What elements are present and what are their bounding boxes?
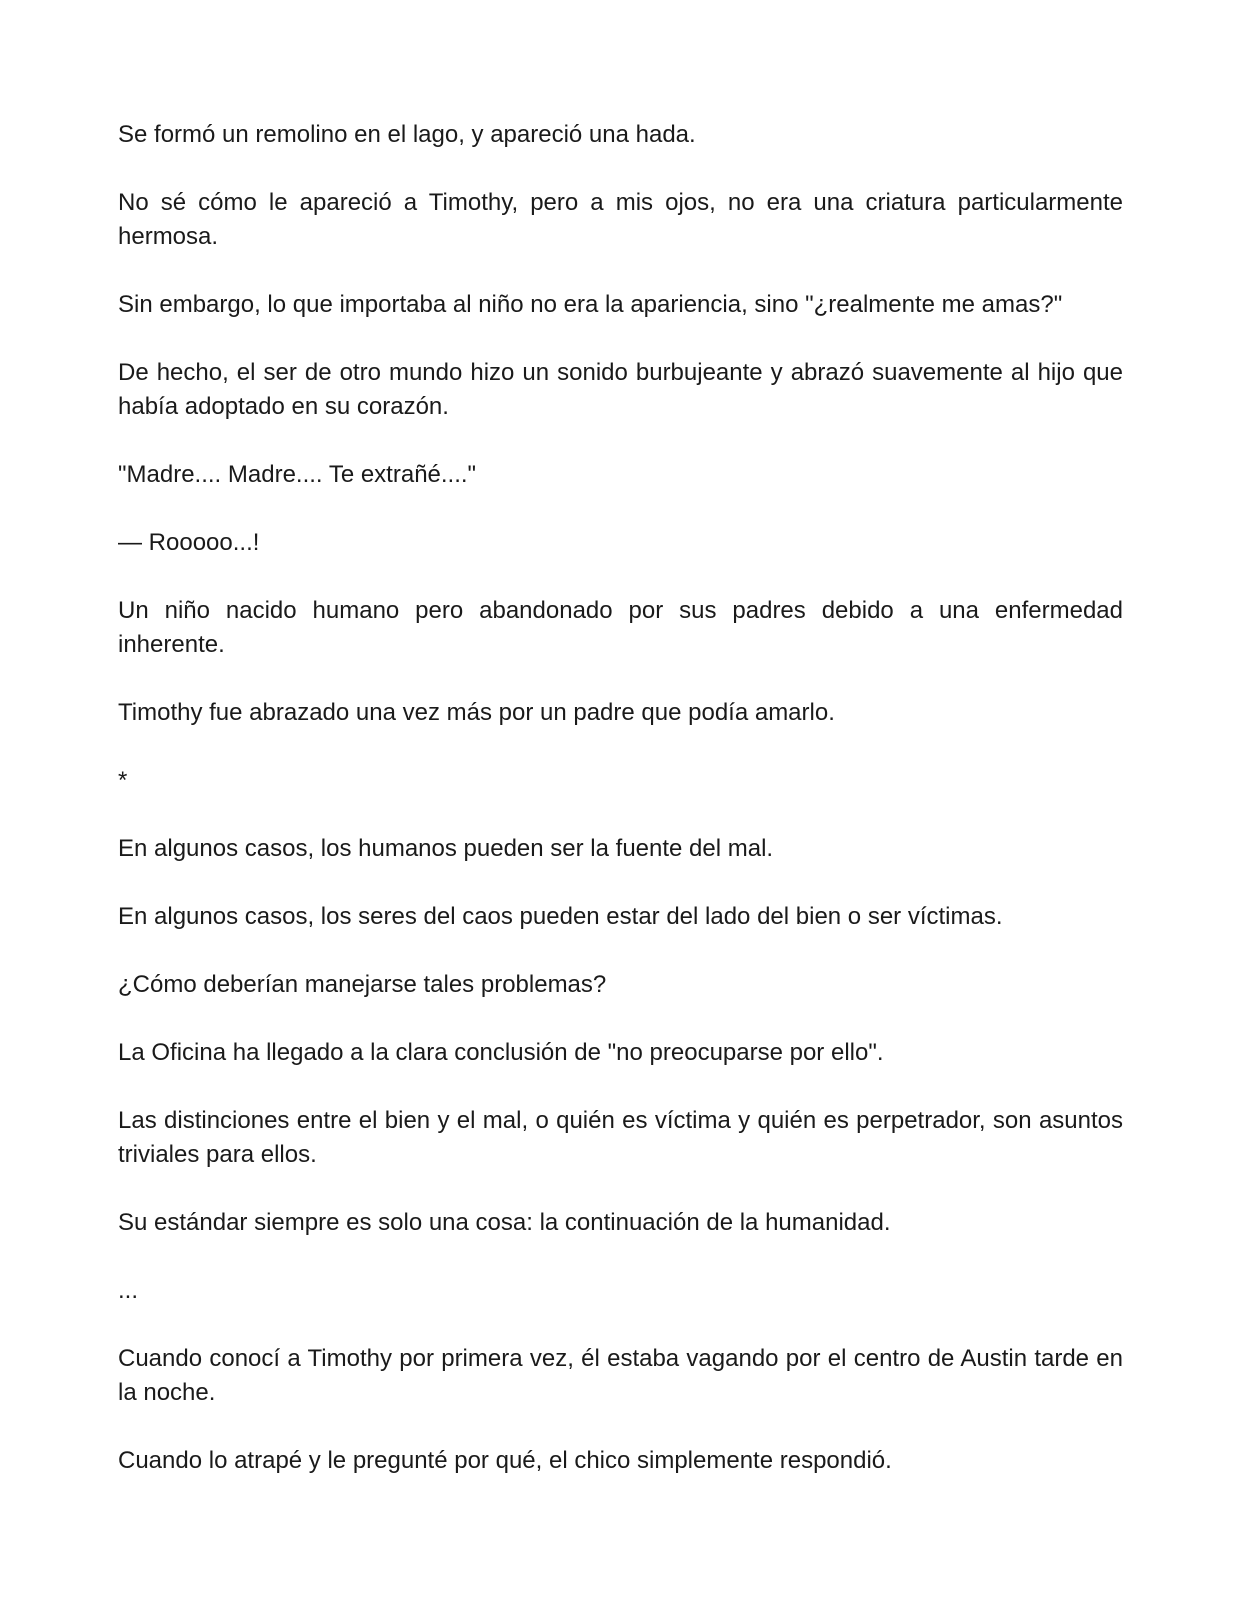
paragraph: Timothy fue abrazado una vez más por un padre que podía amarlo. [118, 699, 835, 726]
paragraph: Sin embargo, lo que importaba al niño no era la apariencia, sino "¿realmente me amas?" [118, 291, 1063, 318]
paragraph: No sé cómo le apareció a Timothy, pero a mis ojos, no era una criatura particularmente hermosa. [118, 189, 1123, 250]
paragraph: En algunos casos, los seres del caos pueden estar del lado del bien o ser víctimas. [118, 903, 1003, 930]
scene-break: * [118, 767, 128, 794]
paragraph: En algunos casos, los humanos pueden ser la fuente del mal. [118, 835, 774, 862]
paragraph: Cuando conocí a Timothy por primera vez, él estaba vagando por el centro de Austin tarde en la noche. [118, 1345, 1123, 1406]
paragraph: De hecho, el ser de otro mundo hizo un sonido burbujeante y abrazó suavemente al hijo que había adoptado en su corazón. [118, 359, 1123, 420]
paragraph: Se formó un remolino en el lago, y apareció una hada. [118, 121, 696, 148]
paragraph: Cuando lo atrapé y le pregunté por qué, el chico simplemente respondió. [118, 1447, 892, 1474]
paragraph: — Rooooo...! [118, 529, 260, 556]
paragraph: Un niño nacido humano pero abandonado por sus padres debido a una enfermedad inherente. [118, 597, 1123, 658]
paragraph: Su estándar siempre es solo una cosa: la continuación de la humanidad. [118, 1209, 891, 1236]
scene-break: ... [118, 1277, 139, 1304]
paragraph: "Madre.... Madre.... Te extrañé...." [118, 461, 477, 488]
paragraph: Las distinciones entre el bien y el mal, o quién es víctima y quién es perpetrador, son asuntos triviales para ellos. [118, 1107, 1123, 1168]
body-text [118, 118, 1123, 1512]
paragraph: ¿Cómo deberían manejarse tales problemas? [118, 971, 607, 998]
paragraph: La Oficina ha llegado a la clara conclusión de "no preocuparse por ello". [118, 1039, 884, 1066]
